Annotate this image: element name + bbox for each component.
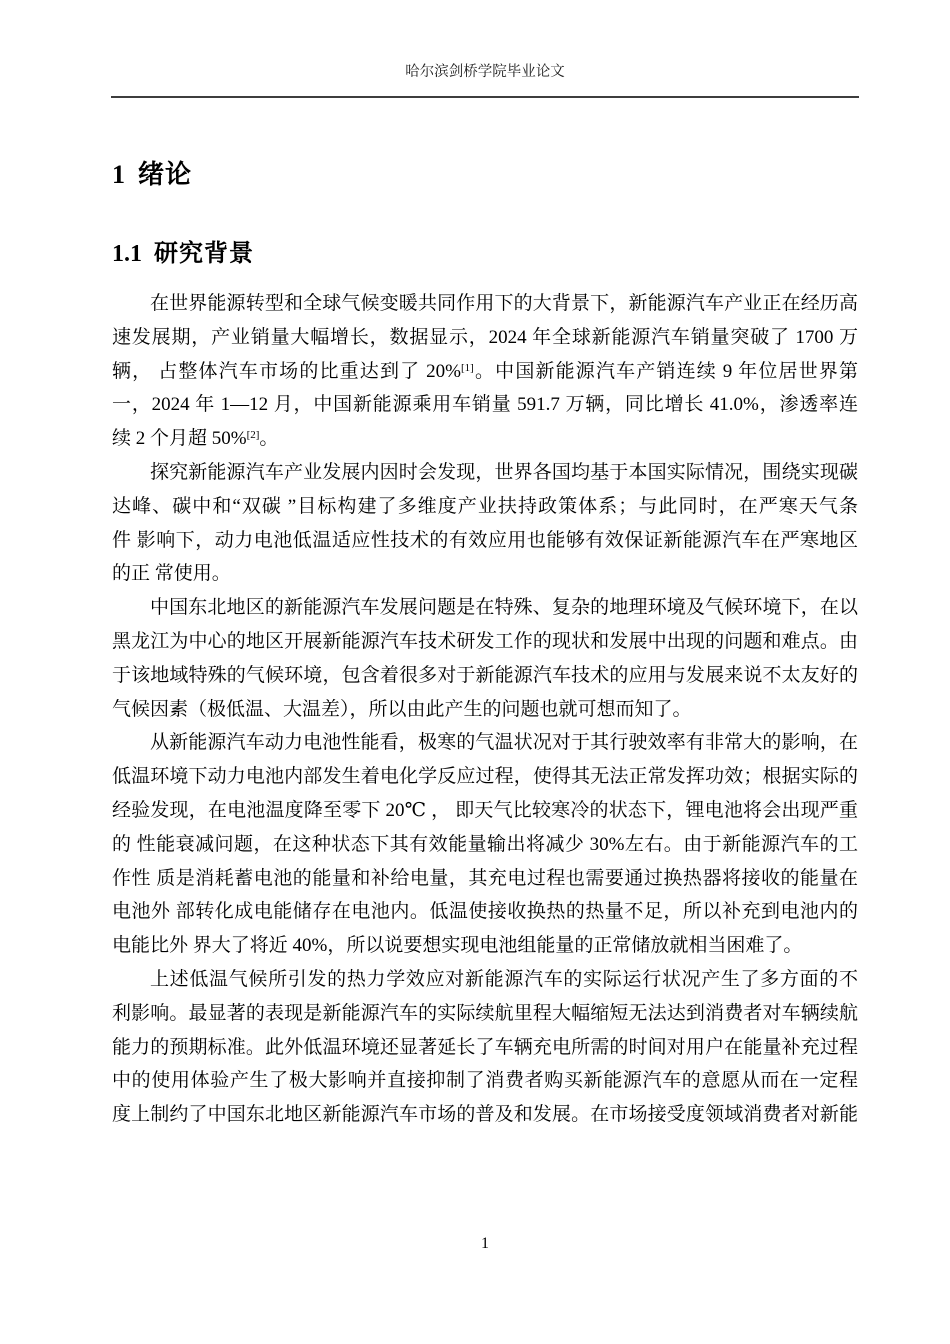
body-line: 黑龙江为中心的地区开展新能源汽车技术研发工作的现状和发展中出现的问题和难点。由 [112, 630, 858, 652]
body-line: 气候因素（极低温、大温差），所以由此产生的问题也就可想而知了。 [112, 698, 692, 720]
body-line: 度上制约了中国东北地区新能源汽车市场的普及和发展。在市场接受度领域消费者对新能 [112, 1104, 858, 1126]
section-number: 1.1 [112, 241, 142, 267]
body-line: 电池外 部转化成电能储存在电池内。低温使接收换热的热量不足，所以补充到电池内的 [112, 901, 858, 923]
chapter-title: 绪论 [138, 159, 193, 189]
page-number: 1 [481, 1235, 489, 1252]
body-line: 中的使用体验产生了极大影响并直接抑制了消费者购买新能源汽车的意愿从而在一定程 [112, 1070, 858, 1092]
body-line: 作性 质是消耗蓄电池的能量和补给电量，其充电过程也需要通过换热器将接收的能量在 [112, 867, 858, 889]
section-title: 研究背景 [154, 240, 254, 267]
body-line: 上述低温气候所引发的热力学效应对新能源汽车的实际运行状况产生了多方面的不 [150, 968, 858, 990]
paragraph [112, 287, 858, 456]
page-header-title: 哈尔滨剑桥学院毕业论文 [405, 64, 565, 80]
body-line: 中国东北地区的新能源汽车发展问题是在特殊、复杂的地理环境及气候环境下，在以 [150, 597, 858, 619]
body-line: 探究新能源汽车产业发展内因时会发现，世界各国均基于本国实际情况，围绕实现碳 [150, 461, 858, 483]
body-line: 的正 常使用。 [112, 563, 231, 585]
body-line: 续 2 个月超 50%[2]。 [112, 428, 279, 450]
paragraph [112, 726, 858, 963]
body-line: 件 影响下，动力电池低温适应性技术的有效应用也能够有效保证新能源汽车在严寒地区 [112, 529, 858, 551]
citation-ref: [2] [246, 429, 260, 442]
section-heading [112, 237, 254, 271]
body-line: 电能比外 界大了将近 40%，所以说要想实现电池组能量的正常储放就相当困难了。 [112, 935, 803, 957]
body-line: 低温环境下动力电池内部发生着电化学反应过程，使得其无法正常发挥功效；根据实际的 [112, 766, 858, 788]
body-line: 经验发现，在电池温度降至零下 20℃ ， 即天气比较寒冷的状态下，锂电池将会出现严重 [112, 799, 858, 821]
paragraph [112, 963, 858, 1132]
body-line: 一，2024 年 1—12 月，中国新能源乘用车销量 591.7 万辆，同比增长 41.0%，渗透率连 [112, 394, 858, 416]
body-line: 从新能源汽车动力电池性能看，极寒的气温状况对于其行驶效率有非常大的影响，在 [150, 732, 858, 754]
body-line: 于该地域特殊的气候环境，包含着很多对于新能源汽车技术的应用与发展来说不太友好的 [112, 664, 858, 686]
body-line: 辆， 占整体汽车市场的比重达到了 20%[1]。中国新能源汽车产销连续 9 年位居世界第 [112, 360, 858, 382]
body-line: 的 性能衰减问题，在这种状态下其有效能量输出将减少 30%左右。由于新能源汽车的工 [112, 833, 858, 855]
body-line: 能力的预期标准。此外低温环境还显著延长了车辆充电所需的时间对用户在能量补充过程 [112, 1036, 858, 1058]
citation-ref: [1] [461, 361, 474, 374]
body-line: 在世界能源转型和全球气候变暖共同作用下的大背景下，新能源汽车产业正在经历高 [150, 293, 858, 314]
body-line: 速发展期，产业销量大幅增长，数据显示，2024 年全球新能源汽车销量突破了 1700 万 [112, 326, 858, 348]
paragraph [112, 591, 858, 726]
chapter-number: 1 [112, 160, 125, 189]
paragraph [112, 456, 858, 591]
chapter-heading [112, 156, 192, 193]
header-rule [111, 96, 859, 98]
body-paragraphs [112, 287, 858, 1132]
body-line: 利影响。最显著的表现是新能源汽车的实际续航里程大幅缩短无法达到消费者对车辆续航 [112, 1002, 858, 1024]
body-line: 达峰、碳中和“双碳 ”目标构建了多维度产业扶持政策体系；与此同时，在严寒天气条 [112, 495, 858, 517]
